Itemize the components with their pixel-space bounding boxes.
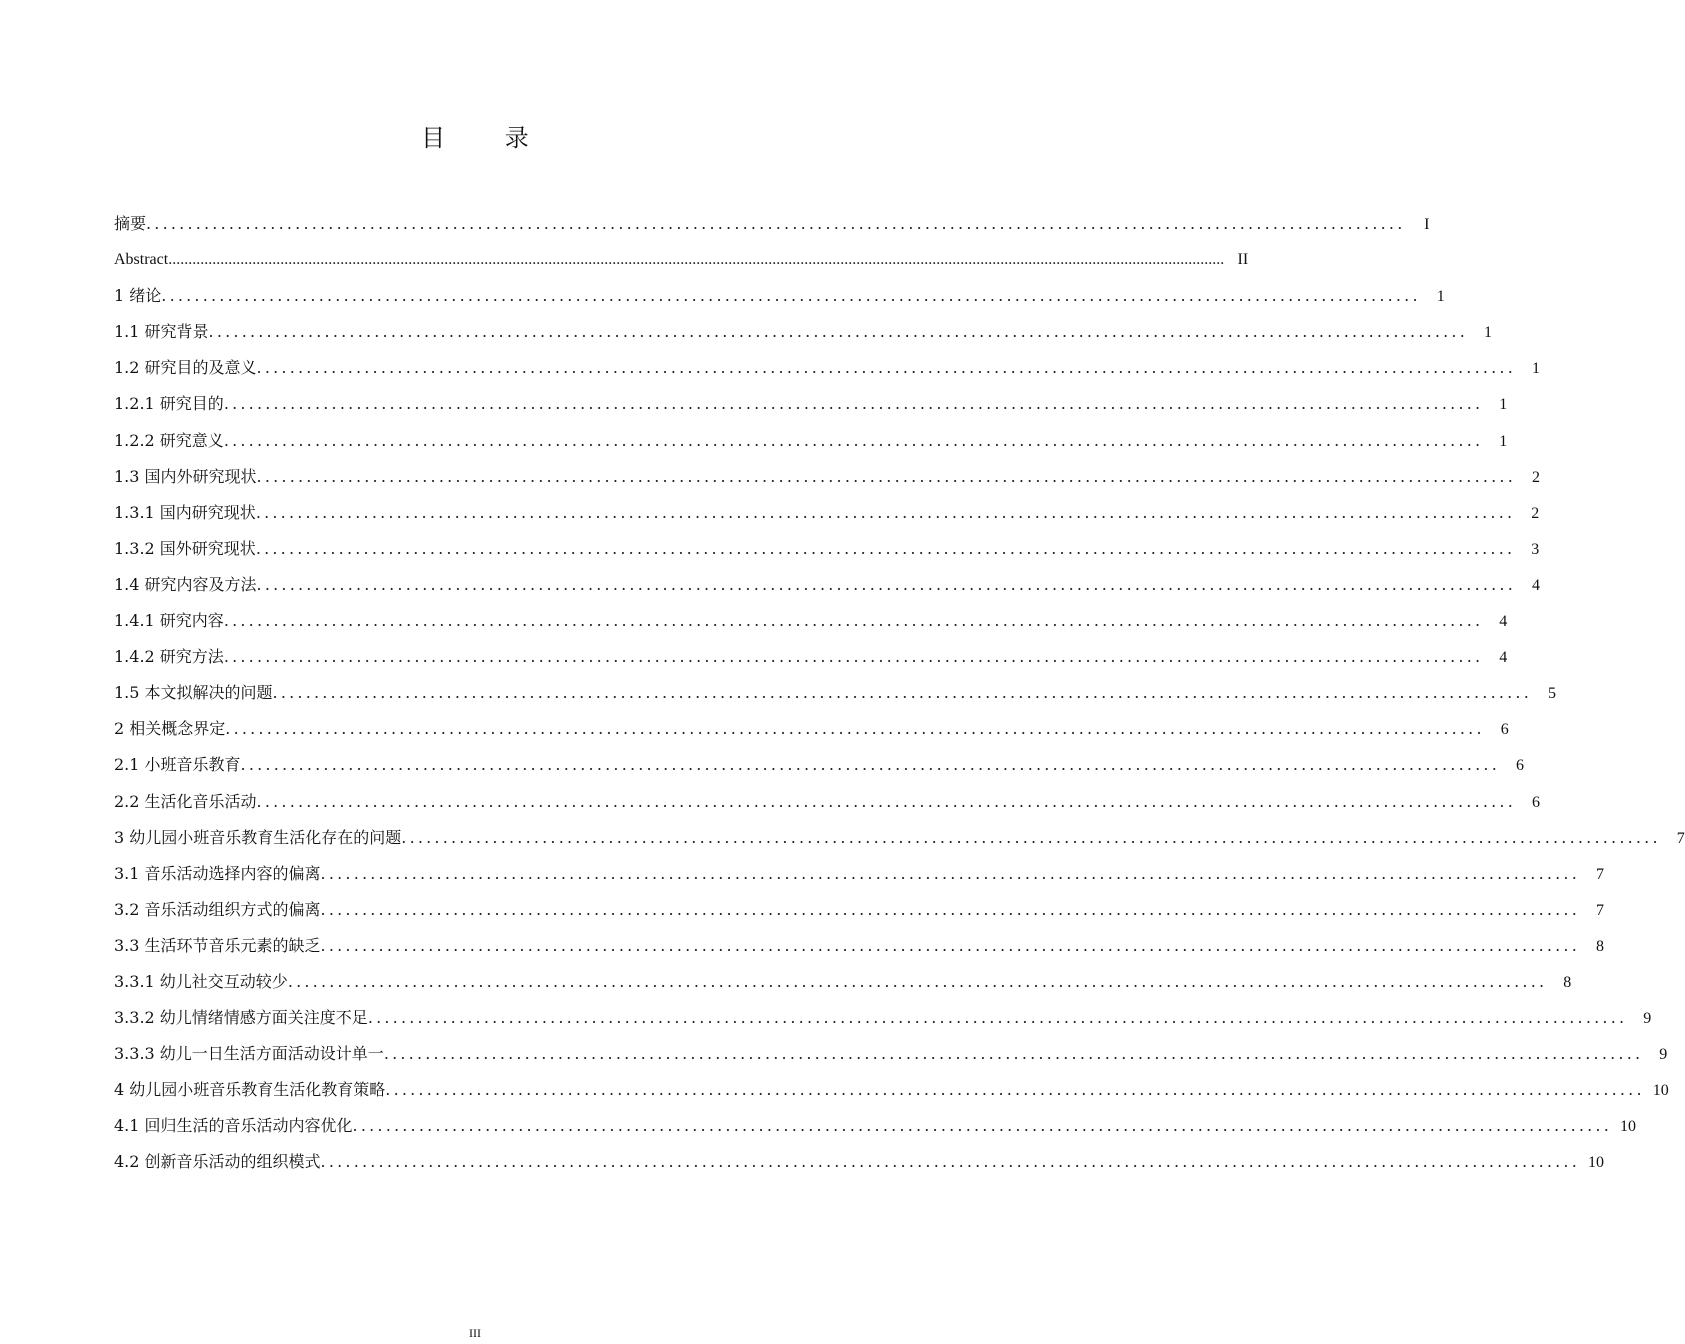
toc-dot-leader: ........................................................................................................................................................ — [385, 1080, 1645, 1100]
toc-entry-label: 2.1 小班音乐教育 — [114, 755, 241, 775]
toc-entry-page: 6 — [1500, 721, 1509, 739]
toc-entry-label: 1.3.2 国外研究现状 — [114, 538, 256, 558]
toc-entry-page: 1 — [1499, 432, 1508, 450]
toc-entry-page: 10 — [1652, 1082, 1669, 1100]
toc-entry-section-1-2[interactable] — [114, 350, 1541, 386]
toc-entry-section-1-2-1[interactable] — [114, 386, 1508, 422]
toc-dot-leader: ........................................................................................................................................................ — [256, 574, 1517, 594]
toc-entry-chapter-2[interactable] — [114, 711, 1509, 747]
toc-entry-page: 7 — [1596, 865, 1605, 883]
toc-dot-leader: ........................................................................................................................................................ — [161, 286, 1421, 306]
toc-entry-section-4-2[interactable] — [114, 1144, 1605, 1180]
toc-entry-page: 10 — [1620, 1118, 1637, 1136]
toc-entry-label: 2 相关概念界定 — [114, 719, 226, 739]
toc-entry-label: 3.3.1 幼儿社交互动较少 — [114, 971, 288, 991]
toc-dot-leader: ........................................................................................................................................................ — [255, 538, 1516, 558]
toc-entry-page: 8 — [1596, 937, 1605, 955]
toc-entry-section-3-3-2[interactable] — [114, 1000, 1652, 1036]
toc-entry-label: 4.1 回归生活的音乐活动内容优化 — [114, 1116, 353, 1136]
toc-entry-page: 4 — [1499, 613, 1508, 631]
toc-entry-section-1-3-1[interactable] — [114, 495, 1540, 531]
toc-dot-leader: ........................................................................................................................................................ — [223, 394, 1484, 414]
toc-dot-leader: ........................................................................................................................................................ — [320, 899, 1581, 919]
toc-entry-label: 1.4.2 研究方法 — [114, 647, 224, 667]
toc-entry-label: 3.3 生活环节音乐元素的缺乏 — [114, 935, 321, 955]
toc-entry-abstract-cn[interactable] — [114, 206, 1430, 242]
toc-entry-label: 1.5 本文拟解决的问题 — [114, 683, 273, 703]
toc-entry-page: 5 — [1548, 685, 1557, 703]
toc-entry-section-4-1[interactable] — [114, 1108, 1637, 1144]
table-of-contents — [114, 206, 1685, 1181]
toc-entry-chapter-4[interactable] — [114, 1072, 1669, 1108]
toc-dot-leader: ........................................................................................................................................................ — [223, 647, 1484, 667]
toc-entry-label: 摘要 — [114, 214, 147, 233]
toc-dot-leader: ........................................................................................................................................................ — [223, 611, 1484, 631]
toc-dot-leader: ........................................................................................................................................................ — [320, 863, 1581, 883]
toc-entry-section-2-2[interactable] — [114, 784, 1541, 820]
toc-entry-section-1-1[interactable] — [114, 314, 1493, 350]
toc-dot-leader: ........................................................................................................................................................................................................................................................................ — [168, 251, 1225, 269]
toc-entry-label: 1.4.1 研究内容 — [114, 611, 224, 631]
toc-entry-section-3-1[interactable] — [114, 856, 1605, 892]
toc-dot-leader: ........................................................................................................................................................ — [401, 827, 1661, 847]
toc-dot-leader: ........................................................................................................................................................ — [240, 755, 1501, 775]
toc-entry-label: 1.4 研究内容及方法 — [114, 574, 257, 594]
toc-dot-leader: ........................................................................................................................................................ — [320, 1152, 1581, 1172]
toc-entry-page: I — [1424, 216, 1430, 233]
toc-entry-page: 2 — [1532, 468, 1541, 486]
toc-dot-leader: ........................................................................................................................................................ — [208, 322, 1469, 342]
toc-dot-leader: ........................................................................................................................................................ — [272, 683, 1533, 703]
toc-entry-chapter-1[interactable] — [114, 278, 1445, 314]
toc-entry-page: 3 — [1531, 540, 1540, 558]
toc-entry-label: 2.2 生活化音乐活动 — [114, 791, 257, 811]
toc-entry-section-3-3-1[interactable] — [114, 964, 1572, 1000]
toc-entry-label: 3.3.2 幼儿情绪情感方面关注度不足 — [114, 1008, 368, 1028]
toc-dot-leader: ........................................................................................................................................................ — [287, 971, 1548, 991]
toc-entry-section-3-3-3[interactable] — [114, 1036, 1668, 1072]
toc-entry-page: 1 — [1484, 324, 1493, 342]
toc-dot-leader: ........................................................................................................................................................ — [256, 466, 1517, 486]
toc-entry-page: 10 — [1588, 1154, 1605, 1172]
toc-entry-label: Abstract — [114, 251, 169, 269]
toc-entry-page: 6 — [1516, 757, 1525, 775]
toc-entry-page: 6 — [1532, 793, 1541, 811]
toc-entry-page: 1 — [1436, 288, 1445, 306]
toc-entry-page: 9 — [1659, 1046, 1668, 1064]
toc-entry-section-3-3[interactable] — [114, 928, 1605, 964]
page-title: 目 录 — [421, 124, 555, 152]
toc-dot-leader: ........................................................................................................................................................ — [383, 1044, 1644, 1064]
toc-entry-label: 1.3.1 国内研究现状 — [114, 502, 256, 522]
toc-entry-section-1-3[interactable] — [114, 459, 1541, 495]
toc-dot-leader: ........................................................................................................................................................ — [146, 214, 1406, 233]
toc-entry-label: 1.2.1 研究目的 — [114, 394, 224, 414]
toc-entry-abstract-en[interactable] — [114, 242, 1249, 278]
toc-entry-label: 1.3 国内外研究现状 — [114, 466, 257, 486]
toc-entry-label: 3 幼儿园小班音乐教育生活化存在的问题 — [114, 827, 402, 847]
toc-dot-leader: ........................................................................................................................................................ — [223, 430, 1484, 450]
toc-entry-label: 3.3.3 幼儿一日生活方面活动设计单一 — [114, 1044, 384, 1064]
toc-entry-section-1-5[interactable] — [114, 675, 1557, 711]
toc-entry-label: 1.1 研究背景 — [114, 322, 209, 342]
page-number-footer: III — [469, 1326, 481, 1340]
toc-entry-page: II — [1237, 251, 1249, 269]
toc-entry-page: 2 — [1531, 504, 1540, 522]
toc-entry-page: 7 — [1596, 901, 1605, 919]
toc-dot-leader: ........................................................................................................................................................ — [255, 502, 1516, 522]
toc-entry-chapter-3[interactable] — [114, 820, 1685, 856]
toc-entry-page: 7 — [1676, 829, 1685, 847]
toc-dot-leader: ........................................................................................................................................................ — [320, 935, 1581, 955]
toc-entry-section-1-4-2[interactable] — [114, 639, 1508, 675]
toc-entry-label: 3.2 音乐活动组织方式的偏离 — [114, 899, 321, 919]
toc-entry-section-2-1[interactable] — [114, 747, 1525, 783]
toc-entry-label: 1.2 研究目的及意义 — [114, 358, 257, 378]
toc-entry-label: 1.2.2 研究意义 — [114, 430, 224, 450]
toc-dot-leader: ........................................................................................................................................................ — [367, 1008, 1628, 1028]
toc-entry-page: 9 — [1643, 1010, 1652, 1028]
toc-entry-section-3-2[interactable] — [114, 892, 1605, 928]
toc-entry-page: 4 — [1532, 576, 1541, 594]
toc-dot-leader: ........................................................................................................................................................ — [256, 358, 1517, 378]
toc-entry-section-1-2-2[interactable] — [114, 423, 1508, 459]
toc-entry-page: 1 — [1532, 360, 1541, 378]
toc-dot-leader: ........................................................................................................................................................ — [352, 1116, 1613, 1136]
toc-entry-section-1-4[interactable] — [114, 567, 1541, 603]
toc-dot-leader: ........................................................................................................................................................ — [225, 719, 1485, 739]
toc-entry-label: 4.2 创新音乐活动的组织模式 — [114, 1152, 321, 1172]
toc-entry-label: 3.1 音乐活动选择内容的偏离 — [114, 863, 321, 883]
toc-entry-section-1-4-1[interactable] — [114, 603, 1508, 639]
toc-entry-section-1-3-2[interactable] — [114, 531, 1540, 567]
toc-entry-page: 8 — [1563, 973, 1572, 991]
toc-entry-label: 1 绪论 — [114, 286, 162, 306]
toc-entry-page: 1 — [1499, 396, 1508, 414]
toc-dot-leader: ........................................................................................................................................................ — [256, 791, 1517, 811]
toc-entry-page: 4 — [1499, 649, 1508, 667]
toc-entry-label: 4 幼儿园小班音乐教育生活化教育策略 — [114, 1080, 386, 1100]
